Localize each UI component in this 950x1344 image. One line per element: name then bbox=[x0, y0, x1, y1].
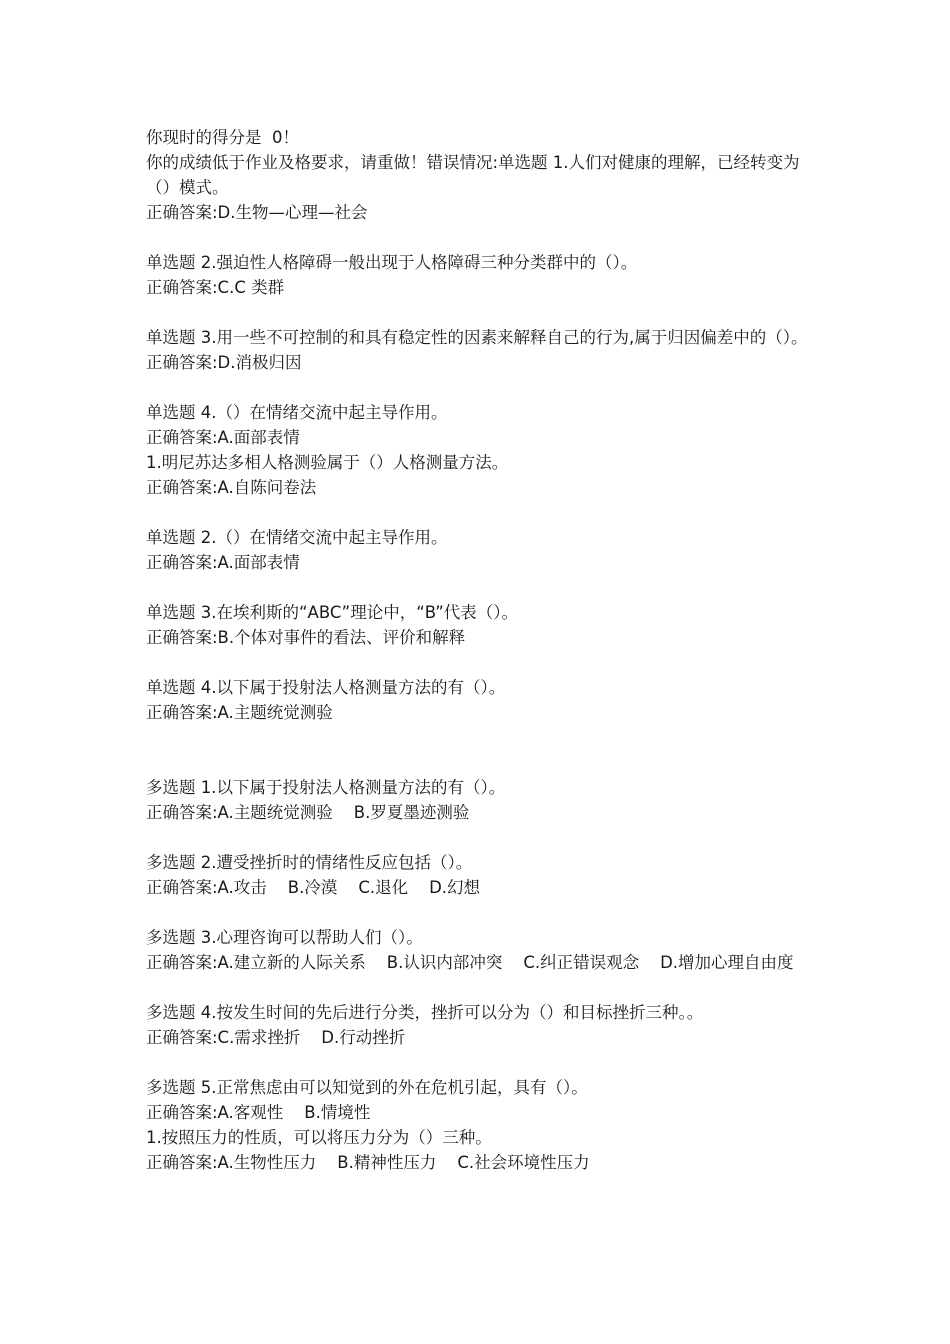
text-line: 你现时的得分是 0！ bbox=[146, 128, 299, 147]
text-line: 正确答案:D.消极归因 bbox=[146, 353, 302, 372]
text-line: 正确答案:A.面部表情 bbox=[146, 553, 300, 572]
text-line: 正确答案:A.生物性压力 B.精神性压力 C.社会环境性压力 bbox=[146, 1153, 590, 1172]
blank-line bbox=[146, 825, 816, 850]
text-line: 单选题 4.（）在情绪交流中起主导作用。 bbox=[146, 403, 448, 422]
blank-line bbox=[146, 225, 816, 250]
text-line: 1.按照压力的性质，可以将压力分为（）三种。 bbox=[146, 1128, 492, 1147]
text-line: 1.明尼苏达多相人格测验属于（）人格测量方法。 bbox=[146, 453, 509, 472]
text-line: 单选题 2.（）在情绪交流中起主导作用。 bbox=[146, 528, 448, 547]
text-line: 正确答案:A.客观性 B.情境性 bbox=[146, 1103, 371, 1122]
blank-line bbox=[146, 1050, 816, 1075]
text-line: 正确答案:D.生物—心理—社会 bbox=[146, 203, 368, 222]
text-line: 多选题 3.心理咨询可以帮助人们（）。 bbox=[146, 928, 423, 947]
blank-line bbox=[146, 575, 816, 600]
blank-line bbox=[146, 650, 816, 675]
text-line: 正确答案:A.建立新的人际关系 B.认识内部冲突 C.纠正错误观念 D.增加心理自由度 bbox=[146, 953, 794, 972]
blank-line bbox=[146, 300, 816, 325]
text-line: 单选题 2.强迫性人格障碍一般出现于人格障碍三种分类群中的（）。 bbox=[146, 253, 638, 272]
text-line: 多选题 5.正常焦虑由可以知觉到的外在危机引起，具有（）。 bbox=[146, 1078, 588, 1097]
text-line: 正确答案:C.需求挫折 D.行动挫折 bbox=[146, 1028, 406, 1047]
text-line: 多选题 4.按发生时间的先后进行分类，挫折可以分为（）和目标挫折三种。。 bbox=[146, 1003, 704, 1022]
blank-line bbox=[146, 500, 816, 525]
blank-line bbox=[146, 900, 816, 925]
blank-line bbox=[146, 975, 816, 1000]
text-line: 单选题 4.以下属于投射法人格测量方法的有（）。 bbox=[146, 678, 506, 697]
text-line: 正确答案:B.个体对事件的看法、评价和解释 bbox=[146, 628, 466, 647]
text-line: 正确答案:A.攻击 B.冷漠 C.退化 D.幻想 bbox=[146, 878, 481, 897]
text-line: 单选题 3.在埃利斯的“ABC”理论中，“B”代表（）。 bbox=[146, 603, 518, 622]
text-line: 单选题 3.用一些不可控制的和具有稳定性的因素来解释自己的行为,属于归因偏差中的（）。 bbox=[146, 328, 808, 347]
text-line: 多选题 2.遭受挫折时的情绪性反应包括（）。 bbox=[146, 853, 473, 872]
blank-line bbox=[146, 375, 816, 400]
blank-line bbox=[146, 725, 816, 750]
text-line: 你的成绩低于作业及格要求，请重做！错误情况:单选题 1.人们对健康的理解，已经转变为（）模式。 bbox=[146, 153, 800, 197]
text-line: 正确答案:A.自陈问卷法 bbox=[146, 478, 317, 497]
text-line: 正确答案:A.主题统觉测验 bbox=[146, 703, 333, 722]
document-body bbox=[146, 125, 816, 1175]
text-line: 正确答案:A.面部表情 bbox=[146, 428, 300, 447]
text-line: 多选题 1.以下属于投射法人格测量方法的有（）。 bbox=[146, 778, 506, 797]
text-line: 正确答案:A.主题统觉测验 B.罗夏墨迹测验 bbox=[146, 803, 470, 822]
text-line: 正确答案:C.C 类群 bbox=[146, 278, 285, 297]
blank-line bbox=[146, 750, 816, 775]
